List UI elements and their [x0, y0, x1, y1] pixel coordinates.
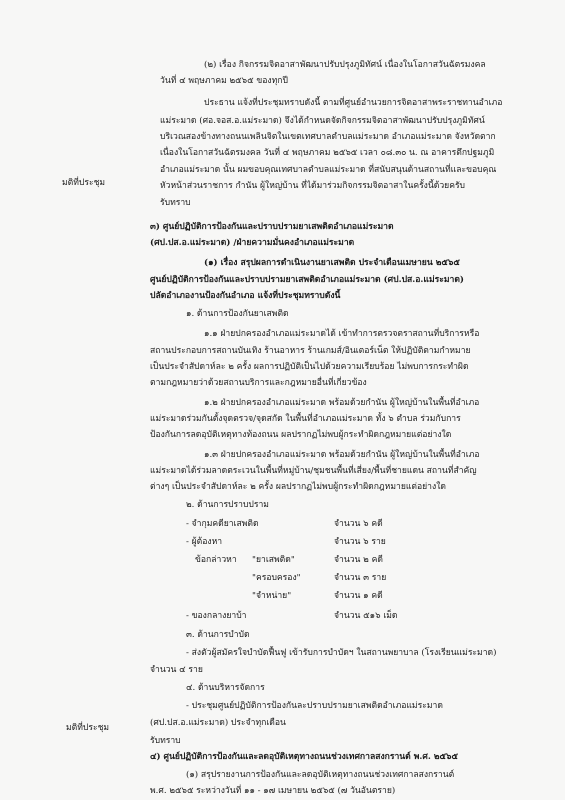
management-heading: ๔. ด้านบริหารจัดการ [186, 683, 265, 693]
paragraph-line: อำเภอแม่ระมาด นั้น ผมขอบคุณเทศบาลตำบลแม่ระมาด ที่สนับสนุนด้านสถานที่และขอบคุณ [160, 165, 497, 175]
stat-label: ข้อกล่าวหา [195, 555, 237, 565]
prevention-heading: ๑. ด้านการป้องกันยาเสพติด [186, 309, 289, 319]
treatment-heading: ๓. ด้านการบำบัด [186, 630, 250, 640]
stat-label: - ผู้ต้องหา [186, 537, 223, 547]
section-3-heading: ๓) ศูนย์ปฏิบัติการป้องกันและปราบปรามยาเสพติดอำเภอแม่ระมาด [150, 222, 394, 232]
agenda-item-2-date: วันที่ ๔ พฤษภาคม ๒๕๖๕ ของทุกปี [160, 76, 288, 86]
paragraph-line: ๑.๑ ฝ่ายปกครองอำเภอแม่ระมาดได้ เข้าทำการตรวจตราสถานที่บริการหรือ [204, 329, 480, 339]
stat-value: จำนวน ๖ คดี [334, 519, 383, 529]
agenda-item-2-title: (๒) เรื่อง กิจกรรมจิตอาสาพัฒนาปรับปรุงภูมิทัศน์ เนื่องในโอกาสวันฉัตรมงคล [204, 60, 486, 70]
stat-value: จำนวน ๕๑๖ เม็ด [334, 611, 398, 621]
paragraph-line: (ศป.ปส.อ.แม่ระมาด) ประจำทุกเดือน [150, 718, 286, 728]
paragraph-line: พ.ศ. ๒๕๖๕ ระหว่างวันที่ ๑๑ - ๑๗ เมษายน ๒๕๖๕ (๗ วันอันตราย) [150, 786, 396, 796]
paragraph-line: เนื่องในโอกาสวันฉัตรมงคล วันที่ ๔ พฤษภาคม ๒๕๖๕ เวลา ๐๘.๓๐ น. ณ อาคารตึกปฐมภูมิ [160, 148, 495, 158]
stat-value: จำนวน ๓ ราย [334, 573, 387, 583]
paragraph-line: ๑.๒ ฝ่ายปกครองอำเภอแม่ระมาด พร้อมด้วยกำนัน ผู้ใหญ่บ้านในพื้นที่อำเภอ [204, 398, 480, 408]
paragraph-line: ๑.๓ ฝ่ายปกครองอำเภอแม่ระมาด พร้อมด้วยกำนัน ผู้ใหญ่บ้านในพื้นที่อำเภอ [204, 450, 480, 460]
paragraph-line: (๑) สรุปรายงานการป้องกันและลดอุบัติเหตุทางถนนช่วงเทศกาลสงกรานต์ [186, 770, 455, 780]
section-4-heading: ๔) ศูนย์ปฏิบัติการป้องกันและลดอุบัติเหตุทางถนนช่วงเทศกาลสงกรานต์ พ.ศ. ๒๕๖๕ [150, 752, 458, 762]
paragraph-line: - ส่งตัวผู้สมัครใจบำบัดฟื้นฟู เข้ารับการบำบัดฯ ในสถานพยาบาล (โรงเรียนแม่ระมาด) [186, 648, 497, 658]
paragraph-line: แม่ระมาดร่วมกันตั้งจุดตรวจ/จุดสกัด ในพื้นที่อำเภอแม่ระมาด ทั้ง ๖ ตำบล ร่วมกับการ [150, 414, 461, 424]
stat-value: จำนวน ๒ คดี [334, 555, 383, 565]
paragraph-line: แม่ระมาด (ศอ.จอส.อ.แม่ระมาด) จึงได้กำหนดจัดกิจกรรมจิตอาสาพัฒนาปรับปรุงภูมิทัศน์ [160, 116, 485, 126]
charge-type: "ยาเสพติด" [252, 555, 295, 565]
paragraph-line: ตามกฎหมายว่าด้วยสถานบริการและกฎหมายอื่นที่เกี่ยวข้อง [150, 378, 367, 388]
subsection-1-title: (๑) เรื่อง สรุปผลการดำเนินงานยาเสพติด ประจำเดือนเมษายน ๒๕๖๕ [204, 258, 460, 268]
stat-label: - จำกุมคดียาเสพติด [186, 519, 259, 529]
stat-value: จำนวน ๖ ราย [334, 537, 386, 547]
resolution-label: มติที่ประชุม [62, 178, 106, 188]
subsection-1-body: ศูนย์ปฏิบัติการป้องกันและปราบปรามยาเสพติดอำเภอแม่ระมาด (ศป.ปส.อ.แม่ระมาด) [150, 275, 464, 285]
paragraph-line: ป้องกันการลดอุบัติเหตุทางท้องถนน ผลปรากฏไม่พบผู้กระทำผิดกฎหมายแต่อย่างใด [150, 430, 452, 440]
paragraph-line: สถานประกอบการสถานบันเทิง ร้านอาหาร ร้านเกมส์/อินเตอร์เน็ต ให้ปฏิบัติตามกำหมาย [150, 346, 471, 356]
chair-statement-line: ประธาน แจ้งที่ประชุมทราบดังนี้ ตามที่ศูนย์อำนวยการจิตอาสาพระราชทานอำเภอ [204, 98, 503, 108]
paragraph-line: บริเวณสองข้างทางถนนเพลินจิตในเขตเทศบาลตำบลแม่ระมาด อำเภอแม่ระมาด จังหวัดตาก [160, 132, 496, 142]
subsection-1-body: ปลัดอำเภองานป้องกันอำเภอ แจ้งที่ประชุมทราบดังนี้ [150, 291, 341, 301]
charge-type: "จำหน่าย" [252, 591, 292, 601]
resolution-text: รับทราบ [150, 736, 181, 746]
stat-value: จำนวน ๑ คดี [334, 591, 383, 601]
resolution-text: รับทราบ [160, 198, 191, 208]
paragraph-line: เป็นประจำสัปดาห์ละ ๒ ครั้ง ผลการปฏิบัติเป็นไปด้วยความเรียบร้อย ไม่พบการกระทำผิด [150, 362, 469, 372]
stat-label: - ของกลางยาบ้า [186, 611, 247, 621]
paragraph-line: หัวหน้าส่วนราชการ กำนัน ผู้ใหญ่บ้าน ที่ได้มาร่วมกิจกรรมจิตอาสาในครั้งนี้ด้วยครับ [160, 181, 466, 191]
charge-type: "ครอบครอง" [252, 573, 301, 583]
paragraph-line: ต่างๆ เป็นประจำสัปดาห์ละ ๒ ครั้ง ผลปรากฏไม่พบผู้กระทำผิดกฎหมายแต่อย่างใด [150, 482, 446, 492]
suppression-heading: ๒. ด้านการปราบปราม [186, 500, 269, 510]
paragraph-line: จำนวน ๔ ราย [150, 665, 203, 675]
paragraph-line: - ประชุมศูนย์ปฏิบัติการป้องกันละปราบปรามยาเสพติดอำเภอแม่ระมาด [186, 701, 443, 711]
section-3-subheading: (ศป.ปส.อ.แม่ระมาด) /ฝ่ายความมั่นคงอำเภอแม่ระมาด [150, 238, 355, 248]
resolution-label: มติที่ประชุม [66, 723, 110, 733]
paragraph-line: แม่ระมาดได้ร่วมลาดตระเวนในพื้นที่หมู่บ้าน/ชุมชนพื้นที่เสี่ยง/พื้นที่ชายแดน สถานที่สำคัญ [150, 466, 477, 476]
